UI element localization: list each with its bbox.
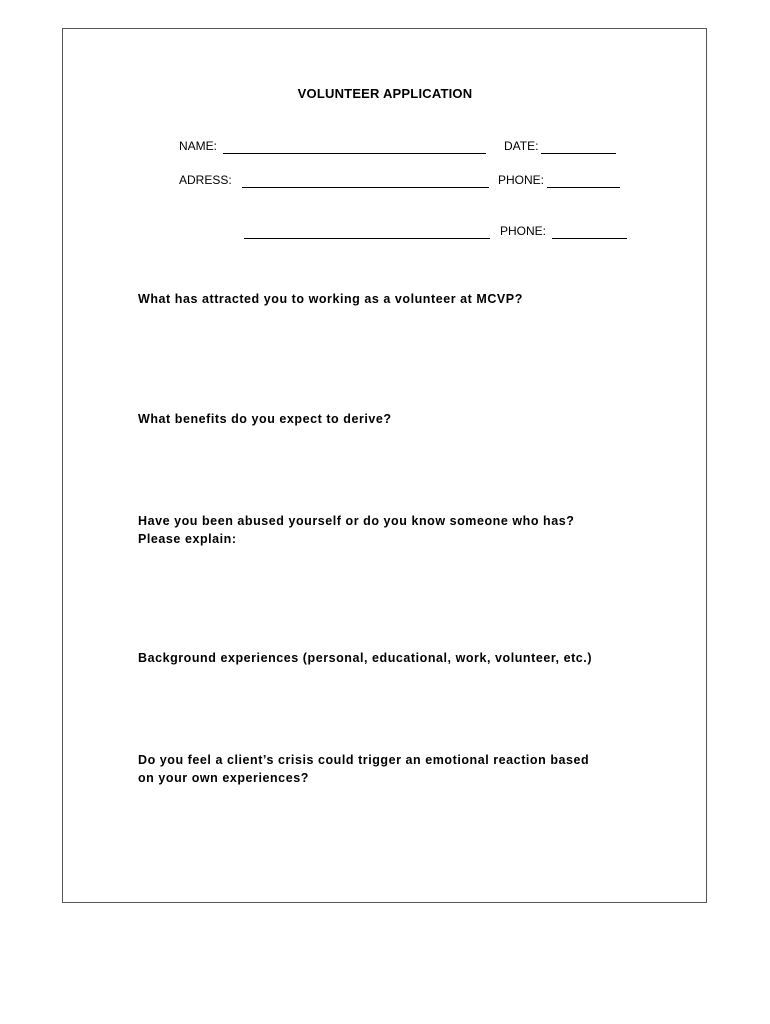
phone2-field[interactable] [552, 224, 627, 239]
phone-label: PHONE: [498, 173, 545, 187]
question-background: Background experiences (personal, educational, work, volunteer, etc.) [138, 651, 593, 665]
phone2-label: PHONE: [500, 224, 547, 238]
question-attraction: What has attracted you to working as a volunteer at MCVP? [138, 292, 523, 306]
phone-field[interactable] [547, 173, 620, 188]
question-benefits: What benefits do you expect to derive? [138, 412, 392, 426]
question-abuse-line1: Have you been abused yourself or do you know someone who has? [138, 514, 575, 528]
date-field[interactable] [541, 139, 616, 154]
date-label: DATE: [504, 139, 539, 153]
question-crisis-line1: Do you feel a client’s crisis could trigger an emotional reaction based [138, 753, 590, 767]
question-crisis-line2: on your own experiences? [138, 771, 309, 785]
question-abuse-line2: Please explain: [138, 532, 237, 546]
address-line2-field[interactable] [244, 224, 490, 239]
name-label: NAME: [179, 139, 218, 153]
name-field[interactable] [223, 139, 486, 154]
address-field[interactable] [242, 173, 489, 188]
address-label: ADRESS: [179, 173, 232, 187]
form-title: VOLUNTEER APPLICATION [297, 86, 473, 101]
